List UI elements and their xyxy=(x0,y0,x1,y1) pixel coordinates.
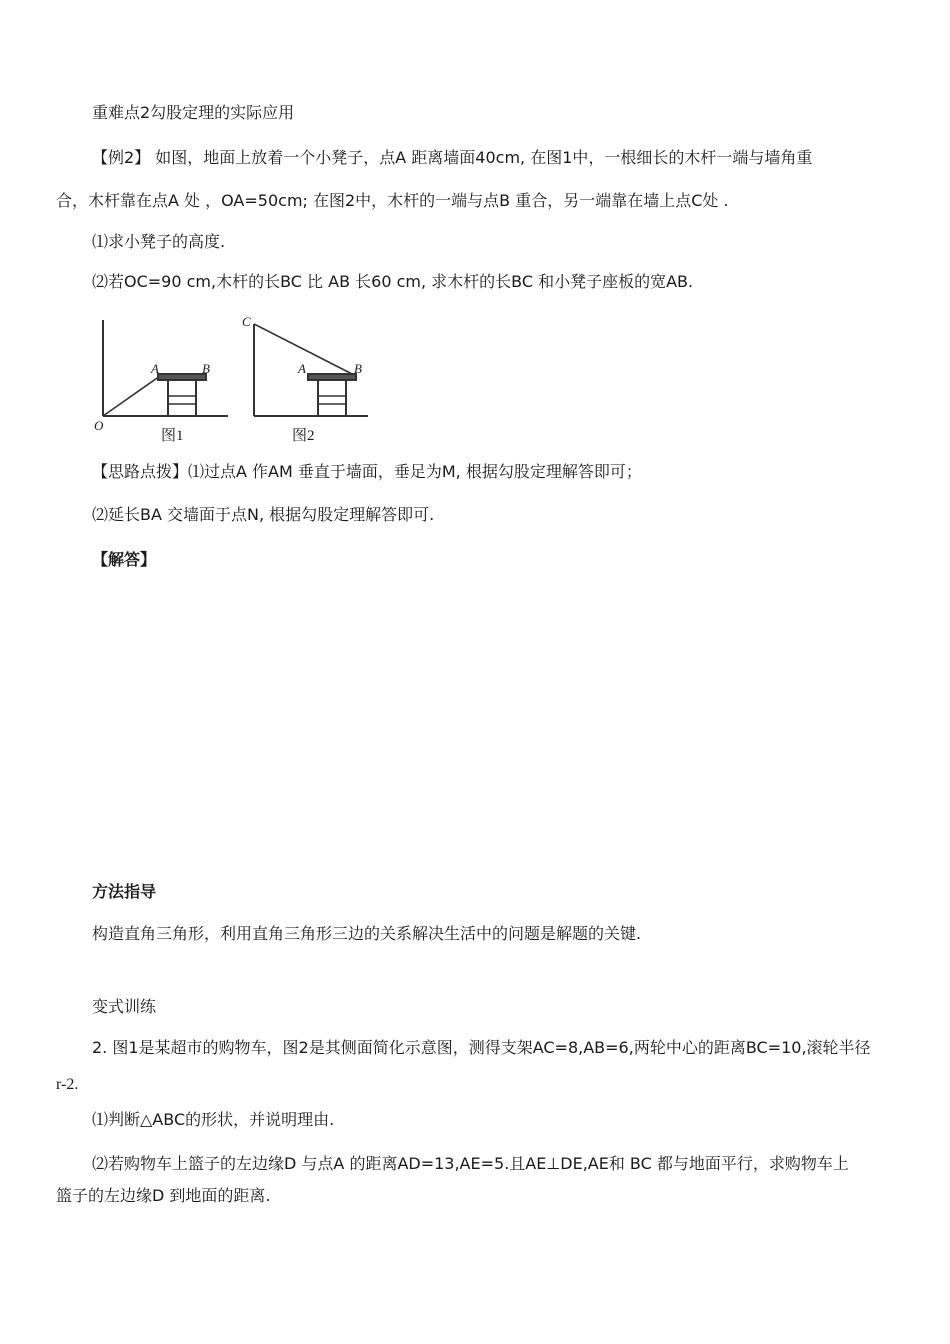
figure-2-caption: 图2 xyxy=(292,428,315,444)
section-title: 重难点2勾股定理的实际应用 xyxy=(92,103,295,122)
variant-heading: 变式训练 xyxy=(92,997,157,1016)
answer-heading: 【解答】 xyxy=(92,550,157,569)
hint-line1: 【思路点拨】⑴过点A 作AM 垂直于墙面，垂足为M, 根据勾股定理解答即可； xyxy=(92,462,642,481)
variant-question2-line2: 篮子的左边缘D 到地面的距离. xyxy=(56,1186,271,1205)
fig1-label-a: A xyxy=(151,361,159,376)
variant-question1: ⑴判断△ABC的形状，并说明理由. xyxy=(92,1110,335,1129)
figure-2 xyxy=(254,324,368,416)
fig2-label-b: B xyxy=(354,361,362,376)
example2-question2: ⑵若OC=90 cm,木杆的长BC 比 AB 长60 cm, 求木杆的长BC 和小凳子座板的宽AB. xyxy=(92,272,694,291)
fig1-label-b: B xyxy=(202,361,210,376)
figure-1-caption: 图1 xyxy=(161,428,184,444)
method-heading: 方法指导 xyxy=(92,882,157,901)
variant-line1: 2. 图1是某超市的购物车，图2是其侧面简化示意图，测得支架AC=8,AB=6,两轮中心的距离BC=10,滚轮半径 xyxy=(92,1038,871,1057)
fig1-label-o: O xyxy=(94,418,104,433)
fig2-label-c: C xyxy=(242,314,251,329)
example2-line2: 合，木杆靠在点A 处 ，OA=50cm; 在图2中，木杆的一端与点B 重合，另一端靠在墙上点C处 . xyxy=(56,191,729,210)
hint-line2: ⑵延长BA 交墙面于点N, 根据勾股定理解答即可. xyxy=(92,505,435,524)
example2-line1: 【例2】 如图，地面上放着一个小凳子，点A 距离墙面40cm, 在图1中，一根细长的木杆一端与墙角重 xyxy=(92,148,813,167)
stool-figures xyxy=(88,310,388,450)
variant-question2-line1: ⑵若购物车上篮子的左边缘D 与点A 的距离AD=13,AE=5.且AE⊥DE,AE和 BC 都与地面平行，求购物车上 xyxy=(92,1154,849,1173)
fig2-label-a: A xyxy=(298,361,306,376)
method-text: 构造直角三角形，利用直角三角形三边的关系解决生活中的问题是解题的关键. xyxy=(92,924,642,943)
example2-question1: ⑴求小凳子的高度. xyxy=(92,232,226,251)
variant-line2: r-2. xyxy=(56,1076,79,1093)
